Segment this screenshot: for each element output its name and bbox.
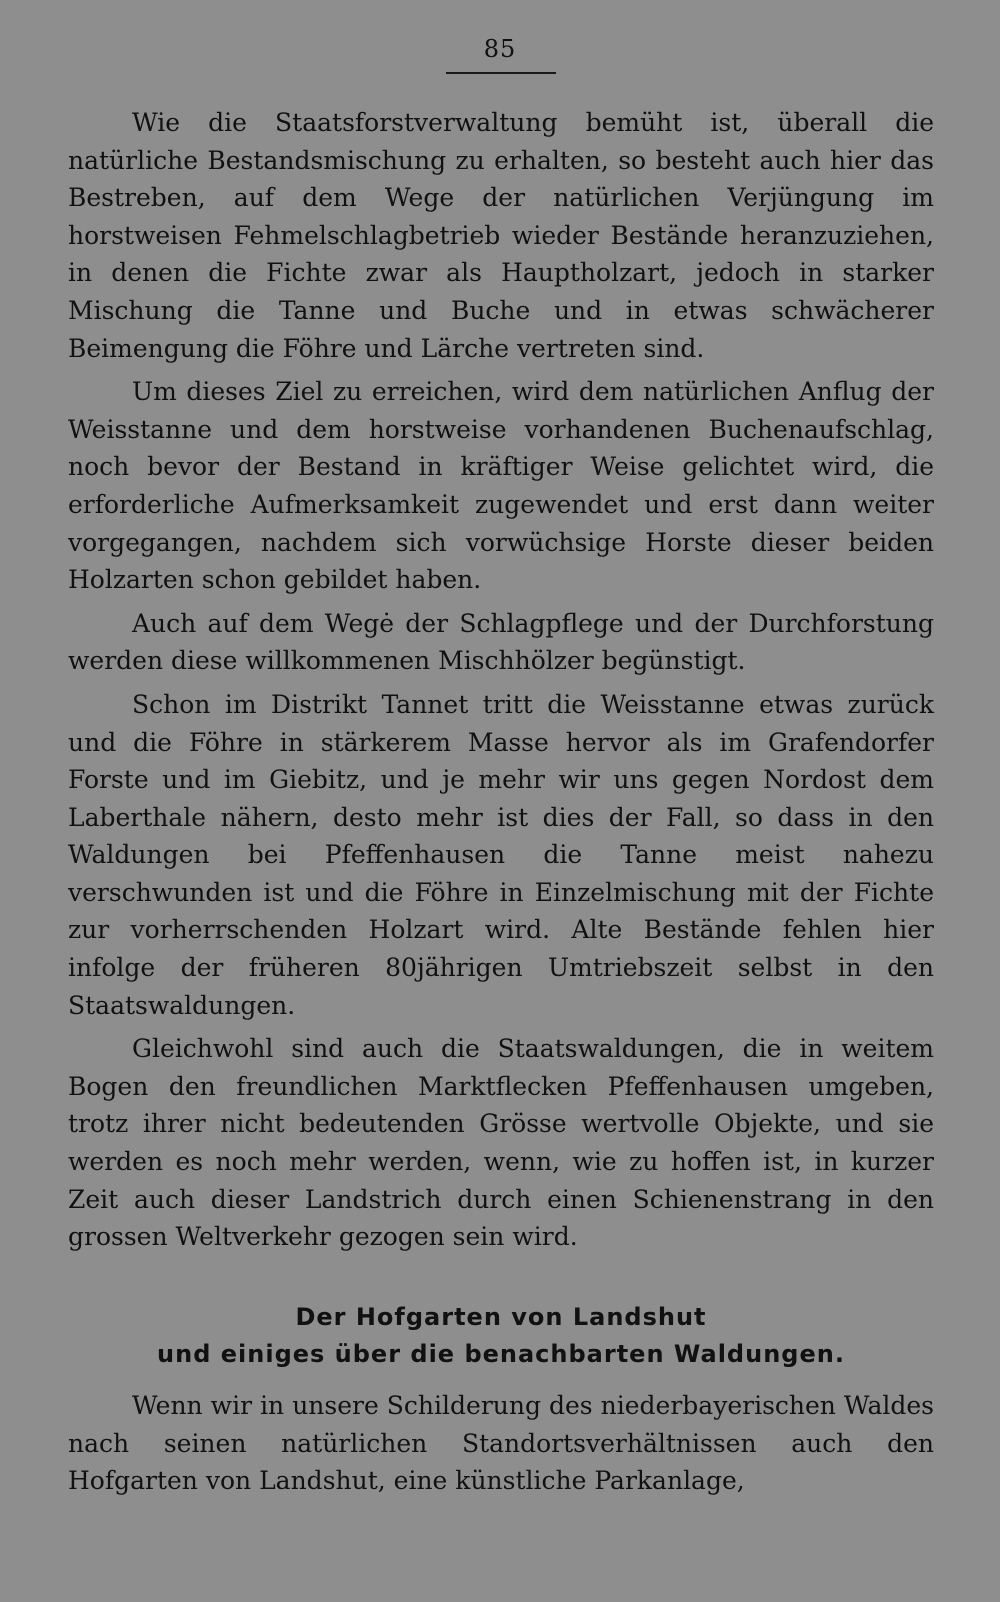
paragraph-3: Auch auf dem Wegė der Schlagpflege und der Durchforstung werden diese willkommenen Mischhölzer begünstigt. <box>68 608 934 676</box>
paragraph-1: Wie die Staatsforstverwaltung bemüht ist, überall die natürliche Bestandsmischung zu erhalten, so besteht auch hier das Bestreben, auf dem Wege der natürlichen Verjüngung im horstweisen Fehmelschlagbetrieb wieder Bestände heranzuziehen, in denen die Fichte zwar als Hauptholzart, jedoch in starker Mischung die Tanne und Buche und in etwas schwächerer Beimengung die Föhre und Lärche vertreten sind. <box>68 108 934 363</box>
paragraph-5: Gleichwohl sind auch die Staatswaldungen, die in weitem Bogen den freundlichen Marktflecken Pfeffenhausen umgeben, trotz ihrer nicht bedeutenden Grösse wertvolle Objekte, und sie werden es noch mehr werden, wenn, wie zu hoffen ist, in kurzer Zeit auch dieser Landstrich durch einen Schienenstrang in den grossen Weltverkehr gezogen sein wird. <box>68 1034 934 1252</box>
paragraph-2: Um dieses Ziel zu erreichen, wird dem natürlichen Anflug der Weisstanne und dem horstweise vorhandenen Buchenaufschlag, noch bevor der Bestand in kräftiger Weise gelichtet wird, die erforderliche Aufmerksamkeit zugewendet und erst dann weiter vorgegangen, nachdem sich vorwüchsige Horste dieser beiden Holzarten schon gebildet haben. <box>68 377 934 595</box>
section-heading-line-2: und einiges über die benachbarten Waldungen. <box>157 1340 845 1368</box>
section-heading <box>68 1299 934 1373</box>
section-text <box>68 1387 934 1500</box>
page-number-rule <box>446 72 556 74</box>
page-number: 85 <box>483 35 517 63</box>
paragraph-4: Schon im Distrikt Tannet tritt die Weisstanne etwas zurück und die Föhre in stärkerem Masse hervor als im Grafendorfer Forste und im Giebitz, und je mehr wir uns gegen Nordost dem Laberthale nähern, desto mehr ist dies der Fall, so dass in den Waldungen bei Pfeffenhausen die Tanne meist nahezu verschwunden ist und die Föhre in Einzelmischung mit der Fichte zur vorherrschenden Holzart wird. Alte Bestände fehlen hier infolge der früheren 80jährigen Umtriebszeit selbst in den Staatswaldungen. <box>68 689 934 1020</box>
section-paragraph: Wenn wir in unsere Schilderung des niederbayerischen Waldes nach seinen natürlichen Standortsverhältnissen auch den Hofgarten von Landshut, eine künstliche Parkanlage, <box>68 1391 934 1496</box>
main-text <box>68 104 934 1262</box>
section-heading-line-1: Der Hofgarten von Landshut <box>295 1303 707 1331</box>
